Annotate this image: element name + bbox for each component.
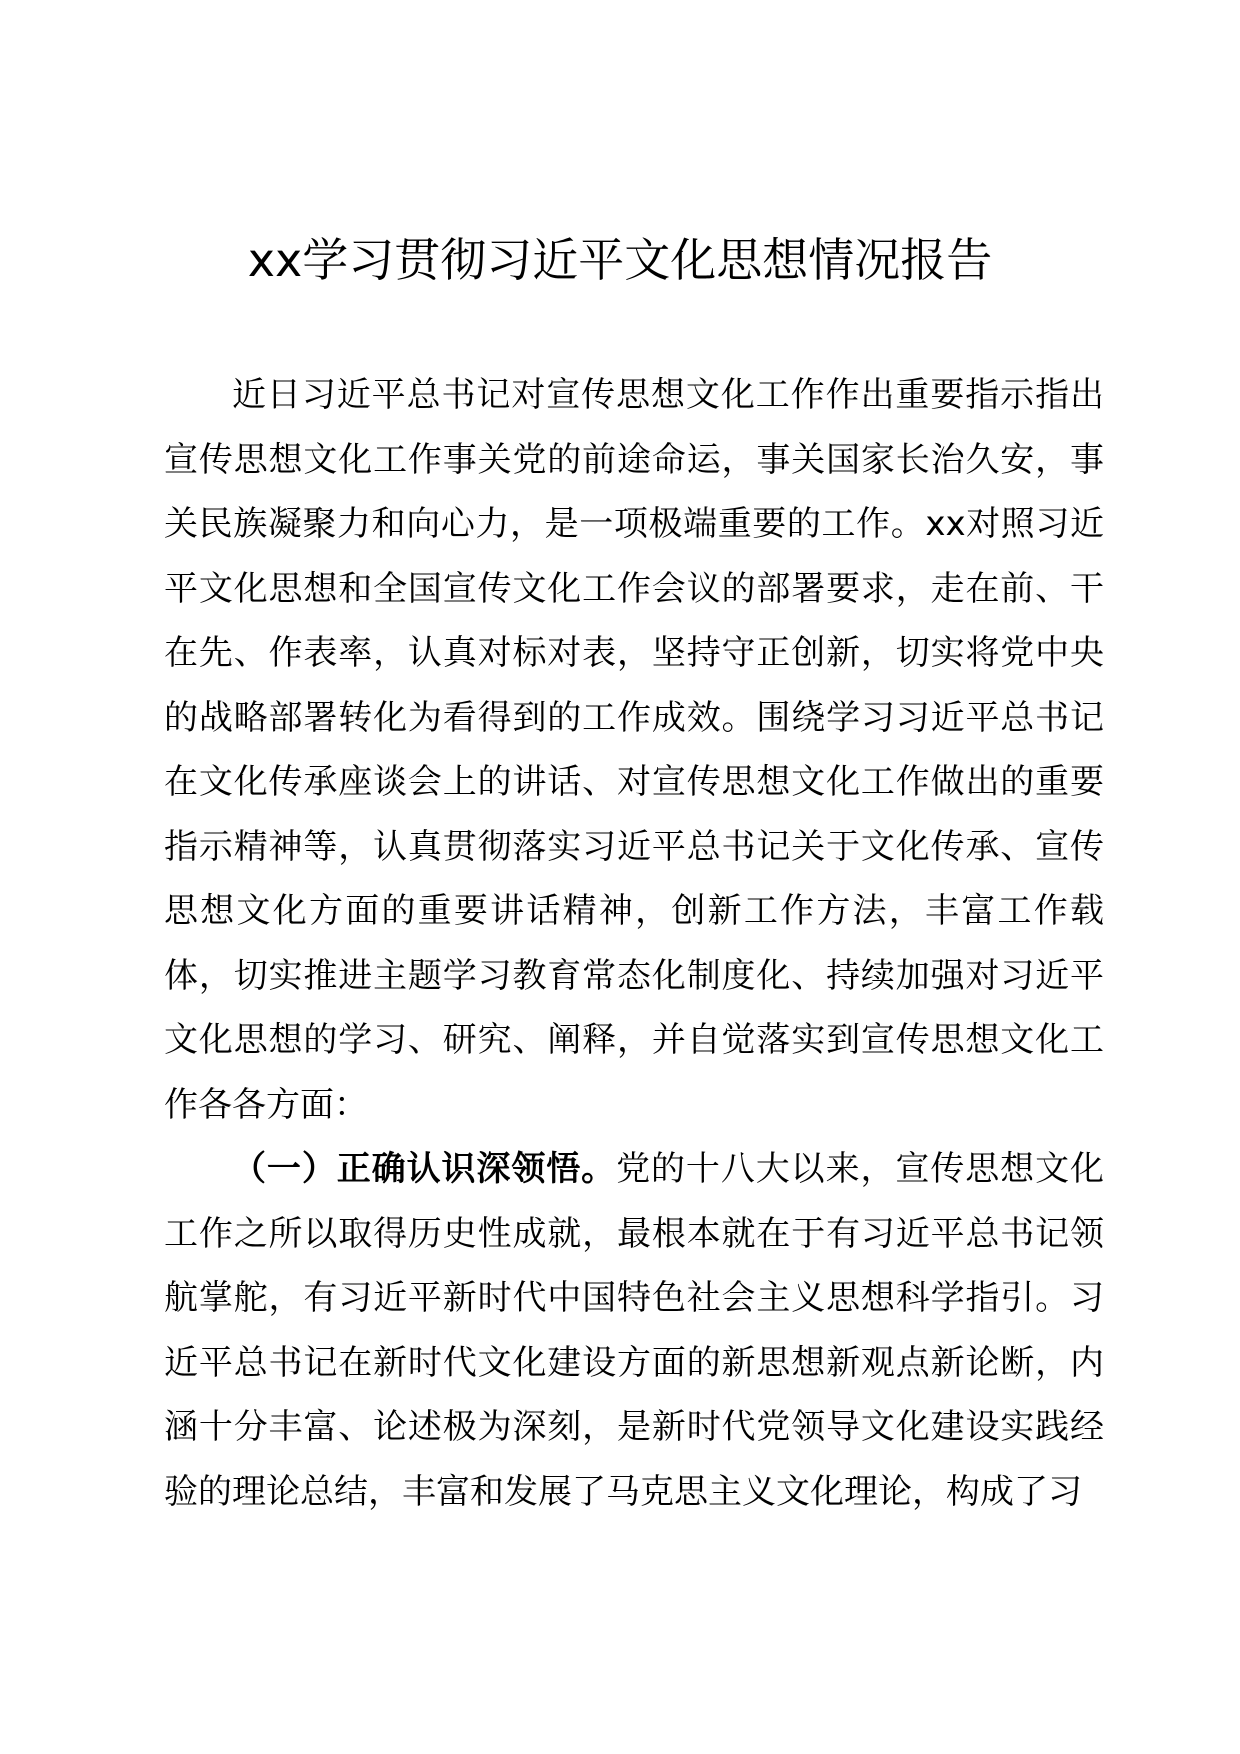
- document-body: [164, 363, 1104, 1524]
- paragraph-section-1: [164, 1137, 1104, 1524]
- document-title: xx学习贯彻习近平文化思想情况报告: [247, 233, 993, 287]
- section-1-text: 党的十八大以来，宣传思想文化工作之所以取得历史性成就，最根本就在于有习近平总书记领航掌舵，有习近平新时代中国特色社会主义思想科学指引。习近平总书记在新时代文化建设方面的新思想新观点新论断，内涵十分丰富、论述极为深刻，是新时代党领导文化建设实践经验的理论总结，丰富和发展了马克思主义文化理论，构成了习: [164, 1149, 1105, 1512]
- paragraph-intro-text: 近日习近平总书记对宣传思想文化工作作出重要指示指出宣传思想文化工作事关党的前途命运，事关国家长治久安，事关民族凝聚力和向心力，是一项极端重要的工作。xx对照习近平文化思想和全国宣传文化工作会议的部署要求，走在前、干在先、作表率，认真对标对表，坚持守正创新，切实将党中央的战略部署转化为看得到的工作成效。围绕学习习近平总书记在文化传承座谈会上的讲话、对宣传思想文化工作做出的重要指示精神等，认真贯彻落实习近平总书记关于文化传承、宣传思想文化方面的重要讲话精神，创新工作方法，丰富工作载体，切实推进主题学习教育常态化制度化、持续加强对习近平文化思想的学习、研究、阐释，并自觉落实到宣传思想文化工作各各方面：: [164, 375, 1104, 1125]
- section-1-heading: （一）正确认识深领悟。: [232, 1149, 617, 1189]
- paragraph-intro: [164, 363, 1104, 1137]
